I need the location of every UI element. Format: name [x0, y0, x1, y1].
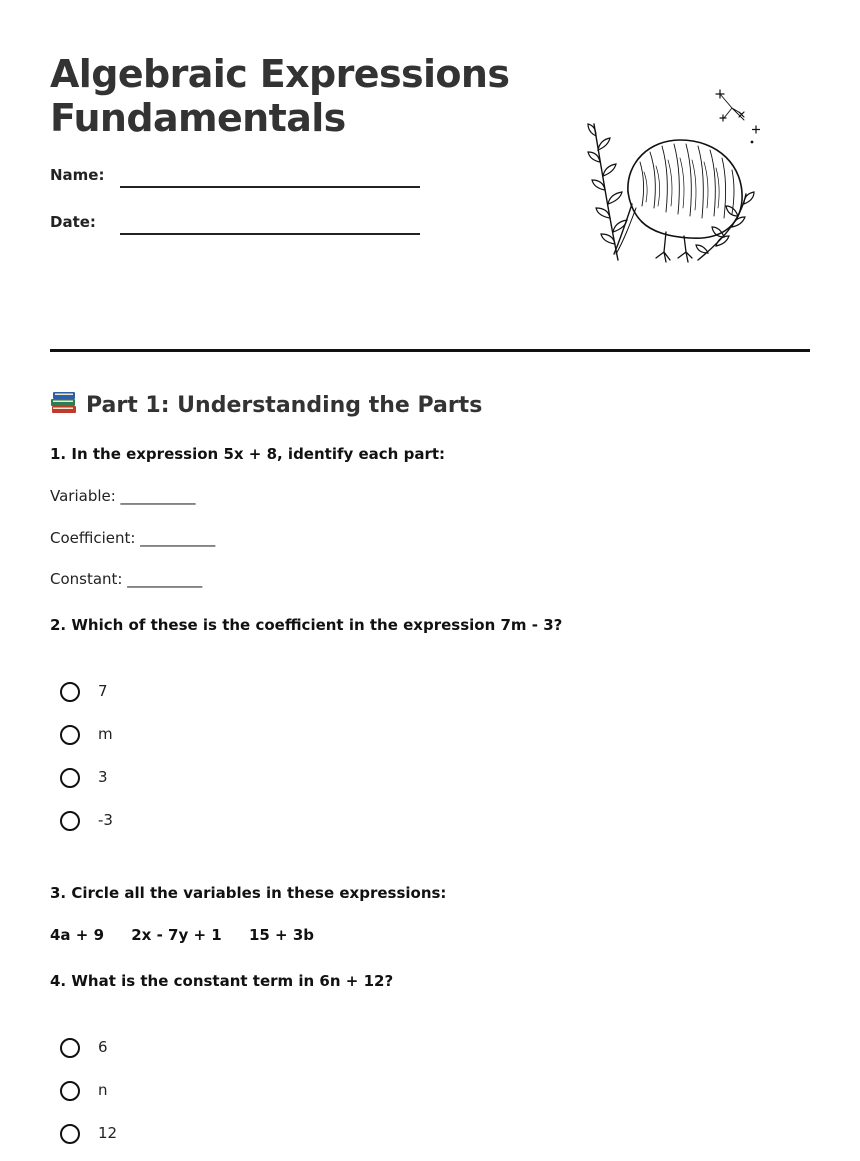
date-line[interactable] [120, 233, 420, 235]
question-4: 4. What is the constant term in 6n + 12? [50, 972, 394, 990]
question-1: 1. In the expression 5x + 8, identify each part: [50, 445, 446, 463]
expression-2[interactable]: 2x - 7y + 1 [131, 926, 222, 944]
question-2: 2. Which of these is the coefficient in the expression 7m - 3? [50, 616, 563, 634]
date-field[interactable] [50, 213, 430, 237]
option-label: 3 [98, 768, 108, 786]
option-label: n [98, 1081, 108, 1099]
radio-button[interactable] [60, 682, 80, 702]
option-label: 6 [98, 1038, 108, 1056]
expressions-list [50, 926, 336, 944]
expression-3[interactable]: 15 + 3b [248, 926, 314, 944]
section-divider [50, 349, 810, 352]
question-3: 3. Circle all the variables in these expressions: [50, 884, 447, 902]
page-title [50, 52, 509, 140]
name-label: Name: [50, 166, 105, 184]
books-icon [50, 389, 78, 415]
radio-button[interactable] [60, 768, 80, 788]
radio-button[interactable] [60, 1124, 80, 1144]
constant-blank[interactable]: Constant: __________ [50, 570, 203, 588]
title-line-1: Algebraic Expressions [50, 52, 510, 96]
variable-blank[interactable]: Variable: __________ [50, 487, 196, 505]
radio-button[interactable] [60, 811, 80, 831]
option-label: 7 [98, 682, 108, 700]
name-line[interactable] [120, 186, 420, 188]
section-title [50, 389, 482, 418]
radio-button[interactable] [60, 1038, 80, 1058]
option-label: 12 [98, 1124, 118, 1142]
kiwi-illustration-icon [580, 82, 770, 272]
option-label: m [98, 725, 113, 743]
title-line-2: Fundamentals [50, 96, 346, 140]
expression-1[interactable]: 4a + 9 [50, 926, 105, 944]
radio-button[interactable] [60, 1081, 80, 1101]
section-title-text: Part 1: Understanding the Parts [86, 393, 483, 418]
radio-button[interactable] [60, 725, 80, 745]
coefficient-blank[interactable]: Coefficient: __________ [50, 529, 216, 547]
name-field[interactable] [50, 166, 430, 190]
date-label: Date: [50, 213, 96, 231]
option-label: -3 [98, 811, 113, 829]
